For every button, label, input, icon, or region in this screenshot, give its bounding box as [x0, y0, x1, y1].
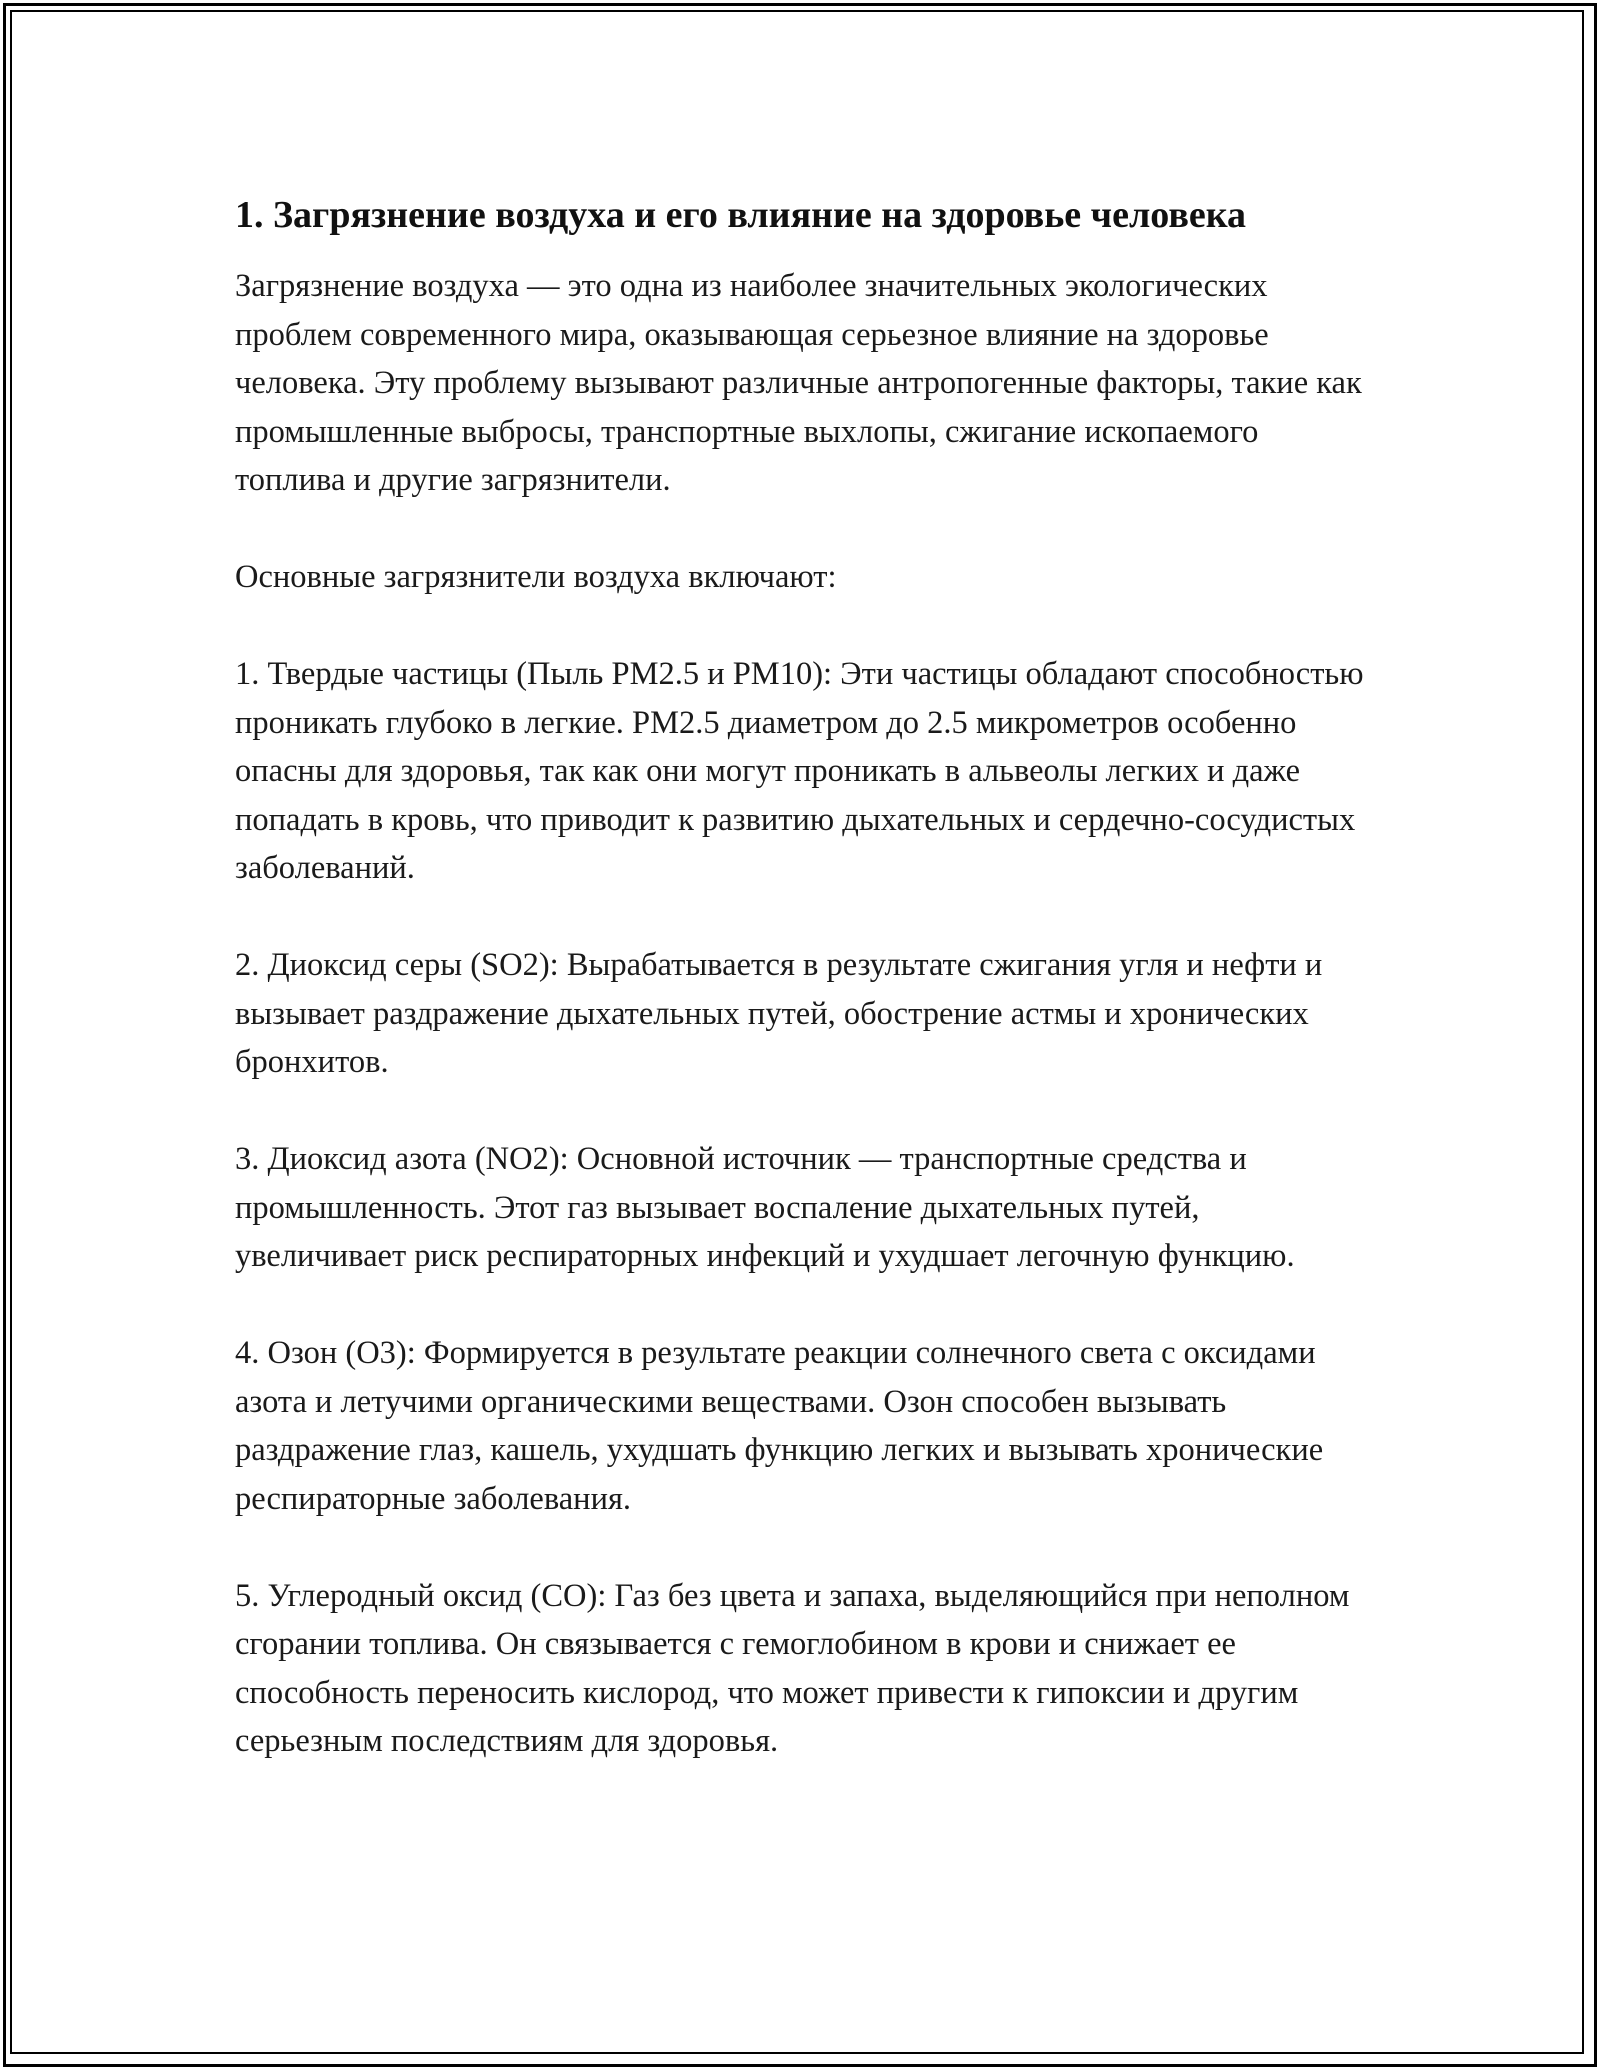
pollutant-item-particulate: 1. Твердые частицы (Пыль PM2.5 и PM10): Эти частицы обладают способностью проникать глубоко в легкие. PM2.5 диаметром до 2.5 микрометров особенно опасны для здоровья, так как они могут проникать в альвеолы легких и даже попадать в кровь, что приводит к развитию дыхательных и сердечно-сосудистых заболеваний.	[235, 656, 1364, 886]
document-title: 1. Загрязнение воздуха и его влияние на здоровье человека	[235, 194, 1247, 236]
intro-paragraph: Загрязнение воздуха — это одна из наиболее значительных экологических проблем современного мира, оказывающая серьезное влияние на здоровье человека. Эту проблему вызывают различные антропогенные факторы, такие как промышленные выбросы, транспортные выхлопы, сжигание ископаемого топлива и другие загрязнители.	[235, 268, 1362, 498]
pollutants-intro: Основные загрязнители воздуха включают:	[235, 559, 837, 595]
pollutant-item-co: 5. Углеродный оксид (CO): Газ без цвета и запаха, выделяющийся при неполном сгорании топлива. Он связывается с гемоглобином в крови и снижает ее способность переносить кислород, что может привести к гипоксии и другим серьезным последствиям для здоровья.	[235, 1577, 1350, 1759]
pollutant-item-ozone: 4. Озон (O3): Формируется в результате реакции солнечного света с оксидами азота и летучими органическими веществами. Озон способен вызывать раздражение глаз, кашель, ухудшать функцию легких и вызывать хронические респираторные заболевания.	[235, 1335, 1324, 1517]
pollutant-item-so2: 2. Диоксид серы (SO2): Вырабатывается в результате сжигания угля и нефти и вызывает раздражение дыхательных путей, обострение астмы и хронических бронхитов.	[235, 947, 1323, 1080]
pollutant-item-no2: 3. Диоксид азота (NO2): Основной источник — транспортные средства и промышленность. Этот газ вызывает воспаление дыхательных путей, увеличивает риск респираторных инфекций и ухудшает легочную функцию.	[235, 1141, 1295, 1274]
document-body	[235, 192, 1365, 1814]
